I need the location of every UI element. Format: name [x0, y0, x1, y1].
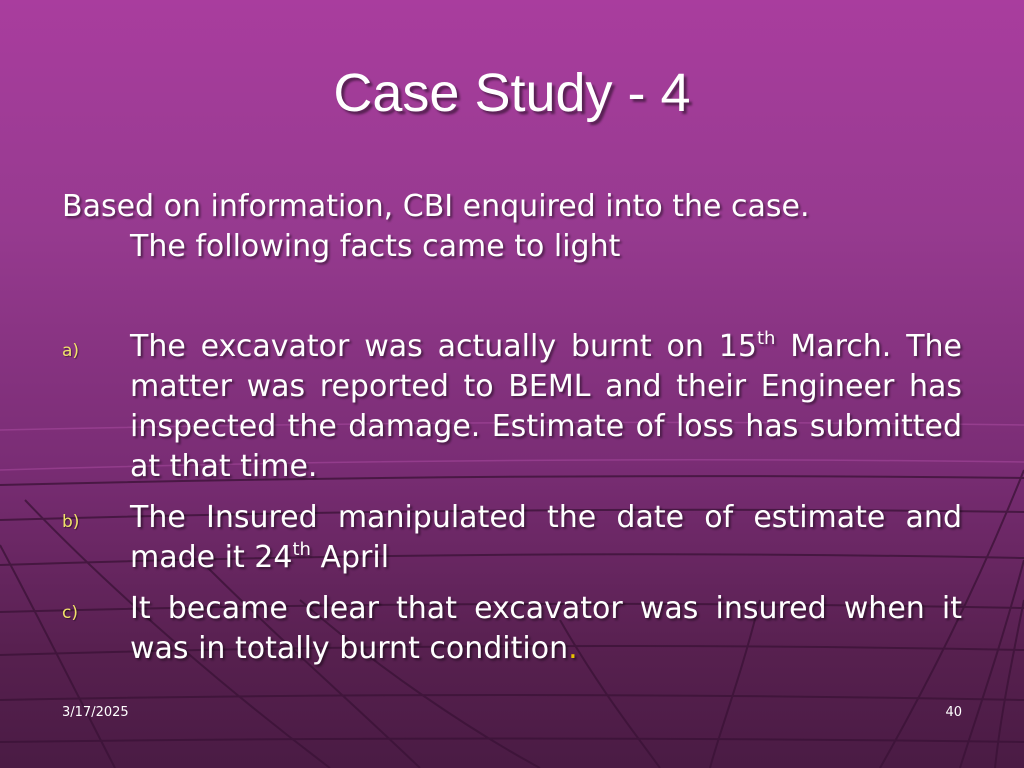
intro-line-2: The following facts came to light — [130, 229, 621, 264]
list-item-a-text-rest: March. The matter was reported to BEML and their Engineer has inspected the damage. Estimate of loss has submitted at that time. — [130, 329, 962, 484]
list-item-a — [130, 327, 962, 487]
list-item-c — [130, 589, 962, 669]
list-item-a-text: The excavator was actually burnt on 15 — [130, 329, 757, 364]
slide-title: Case Study - 4 — [333, 63, 691, 123]
list-item-a-superscript: th — [756, 328, 776, 349]
intro-paragraph — [62, 187, 962, 267]
intro-line-1: Based on information, CBI enquired into the case. — [62, 189, 810, 224]
list-marker-a: a) — [62, 341, 80, 361]
list-item-b-superscript: th — [292, 539, 311, 560]
list-item-b-text: The Insured manipulated the date of estimate and made it 24 — [130, 500, 962, 575]
list-item-b-text-rest: April — [310, 540, 390, 575]
list-item-c-text: It became clear that excavator was insured when it was in totally burnt condition — [130, 591, 962, 666]
list-item-c-end-mark: . — [568, 631, 578, 666]
list-item-b — [130, 498, 962, 578]
list-marker-c: c) — [62, 603, 78, 623]
footer-date: 3/17/2025 — [62, 705, 129, 720]
page-number: 40 — [945, 705, 962, 720]
list-marker-b: b) — [62, 512, 80, 532]
